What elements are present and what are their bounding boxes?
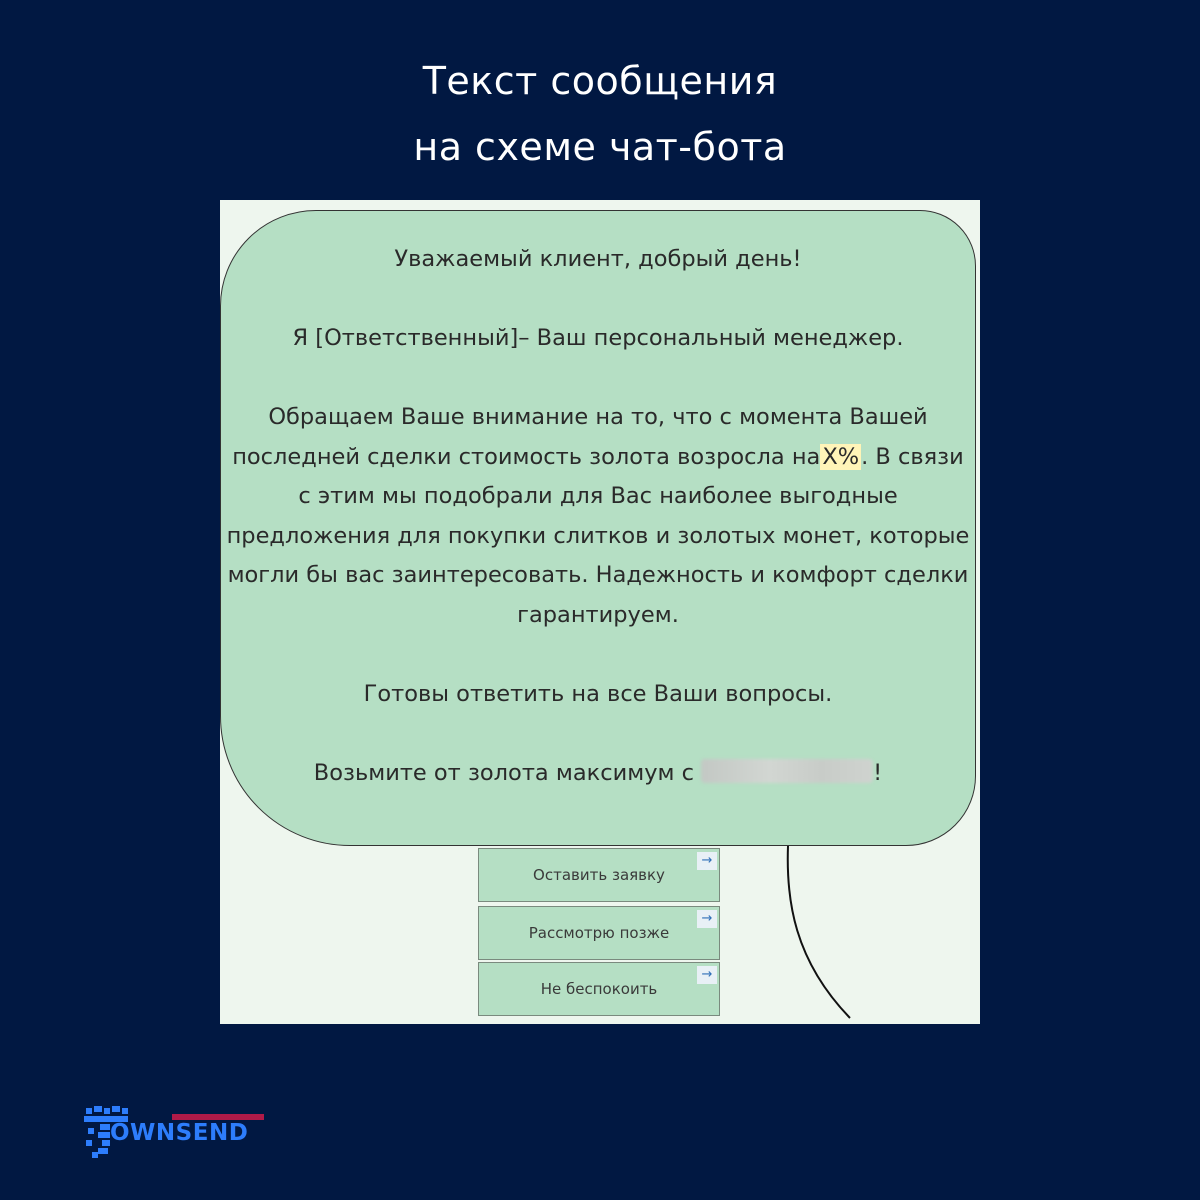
button-label: Рассмотрю позже — [528, 924, 670, 942]
message-closing-start: Возьмите от золота максимум с — [313, 759, 702, 786]
townsend-logo — [84, 1104, 274, 1160]
headline-line-2: на схеме чат-бота — [413, 125, 787, 169]
do-not-disturb-button[interactable] — [478, 962, 720, 1016]
arrow-right-icon[interactable]: → — [697, 966, 717, 984]
message-closing-end: ! — [873, 759, 883, 786]
percent-placeholder: X% — [822, 443, 860, 470]
arrow-right-icon[interactable]: → — [697, 852, 717, 870]
message-greeting: Уважаемый клиент, добрый день! — [394, 246, 802, 272]
logo-text: OWNSEND — [110, 1120, 249, 1146]
page-headline — [0, 48, 1200, 180]
message-intro: Я [Ответственный]– Ваш персональный менеджер. — [292, 325, 904, 351]
message-body-start: Обращаем Ваше внимание на то, что с момента Вашей последней сделки стоимость золота возросла на — [232, 404, 928, 470]
button-label: Не беспокоить — [540, 980, 658, 998]
message-ready: Готовы ответить на все Ваши вопросы. — [363, 680, 833, 707]
headline-line-1: Текст сообщения — [422, 59, 778, 103]
arrow-right-icon[interactable]: → — [697, 910, 717, 928]
leave-request-button[interactable] — [478, 848, 720, 902]
button-label: Оставить заявку — [533, 866, 665, 884]
chatbot-scheme-screenshot — [220, 200, 980, 1024]
message-body-end: . В связи с этим мы подобрали для Вас наиболее выгодные предложения для покупки слитков и золотых монет, которые могли бы вас заинтересовать. Надежность и комфорт сделки гарантируем. — [226, 443, 970, 628]
consider-later-button[interactable] — [478, 906, 720, 960]
